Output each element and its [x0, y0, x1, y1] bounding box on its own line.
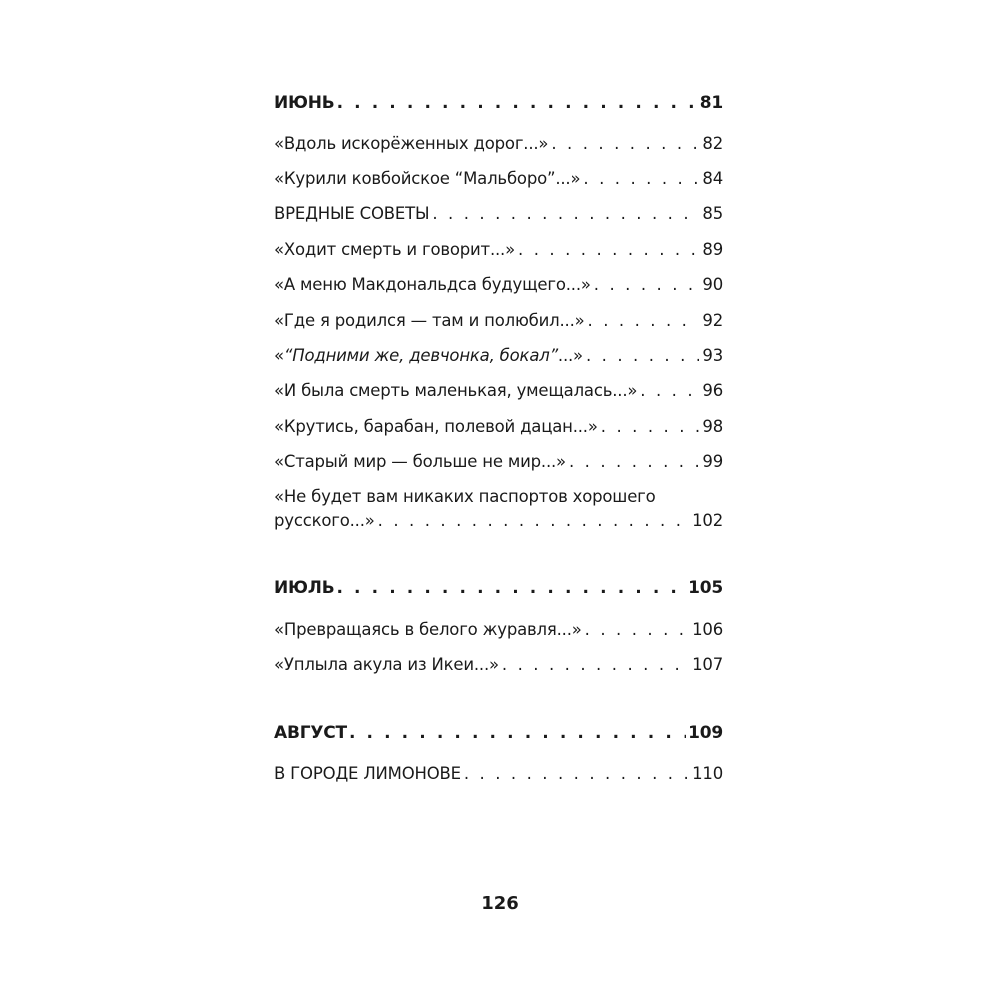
toc-entry: [274, 620, 723, 640]
entry-title: «Вдоль искорёженных дорог...»: [274, 134, 549, 153]
page-number: 126: [481, 893, 519, 914]
entry-title: «Превращаясь в белого журавля...»: [274, 620, 582, 639]
toc-entry: [274, 381, 723, 401]
entry-page: 110: [692, 764, 723, 783]
entry-title-line2: русского...»: [274, 511, 375, 530]
entry-title-open: «: [274, 346, 284, 365]
entry-title: «Старый мир — больше не мир...»: [274, 452, 566, 471]
entry-title: «Крутись, барабан, полевой дацан...»: [274, 417, 598, 436]
dot-leader: [337, 93, 698, 113]
dot-leader: [349, 723, 686, 743]
toc-entry: [274, 204, 723, 224]
toc-entry: [274, 655, 723, 675]
toc-entry: [274, 275, 723, 295]
toc-entry: [274, 764, 723, 784]
dot-leader: [518, 240, 699, 260]
dot-leader: [588, 311, 700, 331]
dot-leader: [594, 275, 700, 295]
entry-page: 106: [692, 620, 723, 639]
entry-title-italic: “Подними же, девчонка, бокал”: [283, 346, 558, 365]
dot-leader: [585, 620, 689, 640]
toc-section-june: [274, 93, 723, 113]
dot-leader: [551, 134, 699, 154]
toc-entry: [274, 169, 723, 189]
dot-leader: [378, 511, 689, 531]
section-page: 105: [688, 578, 723, 598]
entry-title: «И была смерть маленькая, умещалась...»: [274, 381, 638, 400]
dot-leader: [586, 346, 699, 366]
entry-title: «Ходит смерть и говорит...»: [274, 240, 515, 259]
entry-title: В ГОРОДЕ ЛИМОНОВЕ: [274, 764, 461, 783]
dot-leader: [432, 204, 699, 224]
dot-leader: [601, 417, 700, 437]
entry-title: «Уплыла акула из Икеи...»: [274, 655, 499, 674]
toc-entry: [274, 134, 723, 154]
toc-entry: [274, 346, 723, 366]
toc-entry: [274, 311, 723, 331]
entry-title: «Где я родился — там и полюбил...»: [274, 311, 585, 330]
section-page: 81: [699, 93, 723, 113]
entry-page: 89: [702, 240, 723, 259]
dot-leader: [464, 764, 689, 784]
entry-page: 99: [702, 452, 723, 471]
section-page: 109: [688, 723, 723, 743]
dot-leader: [569, 452, 699, 472]
entry-title: «Курили ковбойское “Мальборо”...»: [274, 169, 581, 188]
dot-leader: [502, 655, 689, 675]
section-title: ИЮНЬ: [274, 93, 335, 113]
entry-page: 82: [702, 134, 723, 153]
entry-title: [274, 346, 583, 366]
entry-page: 90: [702, 275, 723, 294]
entry-page: 85: [702, 204, 723, 223]
toc-section-july: [274, 578, 723, 598]
entry-page: 84: [702, 169, 723, 188]
toc-entry: [274, 452, 723, 472]
dot-leader: [583, 169, 699, 189]
entry-page: 96: [702, 381, 723, 400]
entry-title-close: ...»: [557, 346, 583, 365]
entry-title: ВРЕДНЫЕ СОВЕТЫ: [274, 204, 430, 223]
toc-entry: [274, 511, 723, 531]
dot-leader: [336, 578, 686, 598]
section-title: ИЮЛЬ: [274, 578, 335, 598]
entry-page: 107: [692, 655, 723, 674]
section-title: АВГУСТ: [274, 723, 347, 743]
dot-leader: [640, 381, 699, 401]
entry-page: 93: [702, 346, 723, 365]
entry-page: 98: [702, 417, 723, 436]
entry-page: 92: [702, 311, 723, 330]
entry-title: «А меню Макдональдса будущего...»: [274, 275, 591, 294]
toc-section-august: [274, 723, 723, 743]
entry-page: 102: [692, 511, 723, 530]
toc-entry: [274, 240, 723, 260]
toc-entry: [274, 417, 723, 437]
entry-title-line1: «Не будет вам никаких паспортов хорошего: [274, 487, 656, 506]
